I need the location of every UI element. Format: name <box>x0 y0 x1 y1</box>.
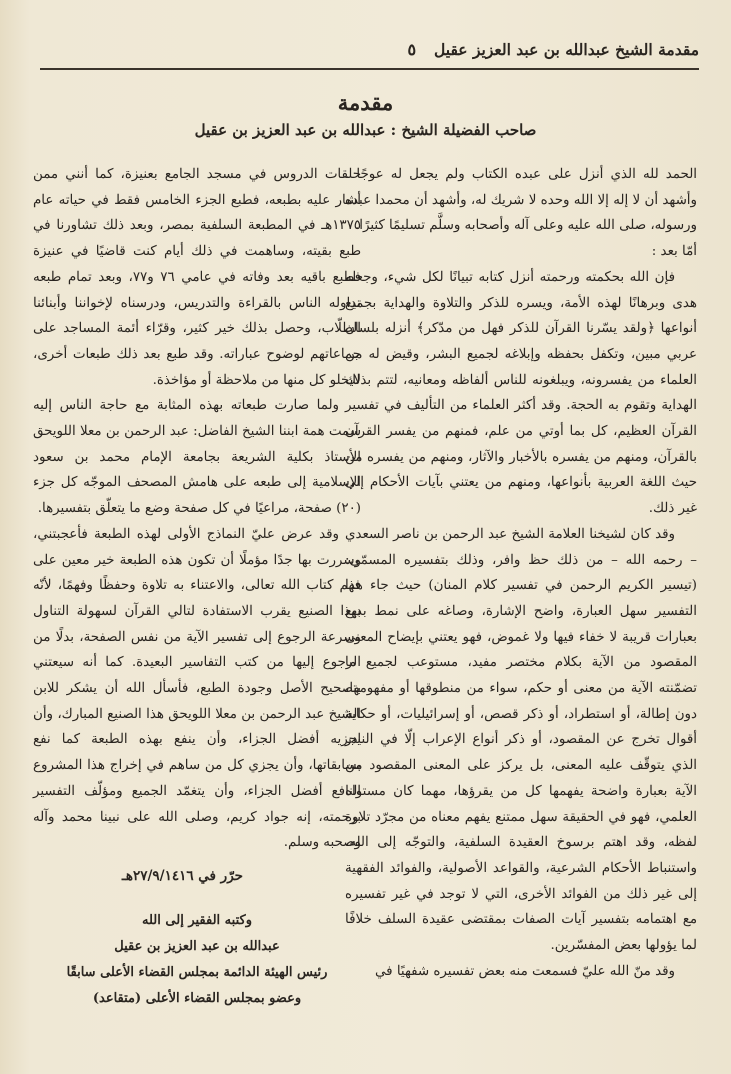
signature-title: وعضو بمجلس القضاء الأعلى (متقاعد) <box>92 990 302 1006</box>
paragraph: حلقات الدروس في مسجد الجامع بعنيزة، كما أنني ممن أشار عليه بطبعه، فطبع الجزء الخامس فقط في حياته عام ١٣٧٥هـ في المطبعة السلفية بمصر، وبعد ذلك تشاورنا في طبع بقيته، وساهمت في ذلك أيام كنت قاضيًا في عنيزة فطبع باقيه بعد وفاته في عامي ٧٦ و٧٧، وبعد تمام طبعه تداوله الناس بالقراءة والتدريس، ودرسناه لإخواننا وأبنائنا الطلّاب، وحصل بذلك خير كثير، وقرّاء أئمة المساجد على جماعاتهم لوضوح عباراته. وقد طبع بعد ذلك طبعات أخرى، لايخلو كل منها من ملاحظة أو مؤاخذة. <box>33 167 361 388</box>
paragraph: ولما صارت طبعاته بهذه المثابة مع حاجة الناس إليه سمت همة ابننا الشيخ الفاضل: عبد الرحمن بن معلا اللويحق الأستاذ بكلية الشريعة بجامعة الإمام محمد بن سعود الإسلامية إلى طبعه على هامش المصحف الموجّه كل جزء (٢٠) صفحة، مراعيًا في كل صفحة وضع ما يتعلّق بتفسيرها. <box>33 398 361 517</box>
section-title: مقدمة <box>337 90 394 115</box>
paragraph: الحمد لله الذي أنزل على عبده الكتاب ولم يجعل له عوجًا . وأشهد أن لا إله إلا الله وحده لا شريك له، وأشهد أن محمدا عبده ورسوله، صلى الله عليه وعلى آله وأصحابه وسلَّم تسليمًا كثيرًا. <box>345 167 697 234</box>
running-title: مقدمة الشيخ عبدالله بن عبد العزيز عقيل <box>434 39 699 59</box>
signature-line: وكتبه الفقير إلى الله <box>142 912 252 928</box>
date-line: حرّر في ٢٧/٩/١٤١٦هـ <box>121 867 243 884</box>
paragraph: وقد عرض عليّ النماذج الأولى لهذه الطبعة فأعجبتني، وسررت بها جدًا مؤملًا أن تكون هذه الطبعة خير معين على فهم كتاب الله تعالى، والاعتناء به تلاوة وحفظًا وفهمًا، لأنّه بهذا الصنيع يقرب الاستفادة لتالي القرآن لسهولة التناول وسرعة الرجوع إلى تفسير الآية من نفس الصفحة، بدلًا من الرجوع إليها من كتب التفاسير البعيدة. كما أنه سيعتني بتصحيح الأصل وجودة الطبع، فأسأل الله أن يشكر للابن الشيخ عبد الرحمن بن معلا اللويحق هذا الصنيع المبارك، وأن يجزيه أفضل الجزاء، وأن ينفع بهذه الطبعة كما نفع بسابقاتها، وأن يجزي كل من ساهم في إخراج هذا المشروع النافع أفضل الجزاء، وأن يتغمّد الجميع ومؤلّف التفسير برحمته، إنه جواد كريم، وصلى الله على نبينا محمد وآله وصحبه وسلم. <box>33 526 361 851</box>
right-column <box>345 162 697 985</box>
header-rule <box>40 68 699 70</box>
signature-title: رئيس الهيئة الدائمة بمجلس القضاء الأعلى سابقًا <box>66 964 328 980</box>
paragraph: فإن الله بحكمته ورحمته أنزل كتابه تبيانًا لكل شيء، وجعله هدى وبرهانًا لهذه الأمة، ويسره للذكر والتلاوة والهداية بجميع أنواعها ﴿ولقد يسّرنا القرآن للذكر فهل من مدّكر﴾ أنزله بلسان عربي مبين، وتكفل بحفظه وإبلاغه لجميع البشر، وقيض له من العلماء من يفسرونه، ويبلغونه للناس ألفاظه ومعانيه، لتتم بذلك الهداية وتقوم به الحجة. وقد أكثر العلماء من التأليف في تفسير القرآن العظيم، كل بما أوتي من علم، فمنهم من يفسر القرآن بالقرآن، ومنهم من يفسره بالأخبار والآثار، ومنهم من يفسره من حيث اللغة العربية بأنواعها، ومنهم من يعتني بآيات الأحكام إلى غير ذلك. <box>345 269 697 517</box>
left-column <box>33 162 361 1012</box>
page-header <box>40 32 699 66</box>
signature-block <box>33 908 361 1012</box>
page-number: ٥ <box>407 39 417 59</box>
paragraph: وقد منّ الله عليّ فسمعت منه بعض تفسيره شفهيًا في <box>375 963 675 979</box>
paragraph: وقد كان لشيخنا العلامة الشيخ عبد الرحمن بن ناصر السعدي – رحمه الله – من ذلك حظ وافر، وذلك بتفسيره المسمّى: (تيسير الكريم الرحمن في تفسير كلام المنان) حيث جاء هذا التفسير سهل العبارة، واضح الإشارة، وصاغه على نمط بديع بعبارات قريبة لا خفاء فيها ولا غموض، فهو يعتني بإيضاح المعنى المقصود من الآية بكلام مختصر مفيد، مستوعب لجميع ما تضمّنته الآية من معنى أو حكم، سواء من منطوقها أو مفهومها، دون إطالة، أو استطراد، أو ذكر قصص، أو إسرائيليات، أو حكاية أقوال تخرج عن المقصود، أو ذكر أنواع الإعراب إلّا في النادر الذي يتوقّف عليه المعنى، بل يركز على المعنى المقصود من الآية بعبارة واضحة يفهمها كل من يقرؤها، مهما كان مستواه العلمي، فهو في الحقيقة سهل ممتنع يفهم معناه من مجرّد تلاوة لفظه، وقد اهتم برسوخ العقيدة السلفية، والتوجّه إلى الله، واستنباط الأحكام الشرعية، والقواعد الأصولية، والفوائد الفقهية إلى غير ذلك من الفوائد الأخرى، التي لا توجد في غير تفسيره مع اهتمامه بتفسير آيات الصفات بمقتضى عقيدة السلف خلافًا لما يؤولها بعض المفسّرين. <box>345 526 697 954</box>
paragraph: أمّا بعد : <box>651 244 697 260</box>
author-line: صاحب الفضيلة الشيخ : عبدالله بن عبد العزيز بن عقيل <box>194 121 537 139</box>
signature-name: عبدالله بن عبد العزيز بن عقيل <box>114 938 280 954</box>
